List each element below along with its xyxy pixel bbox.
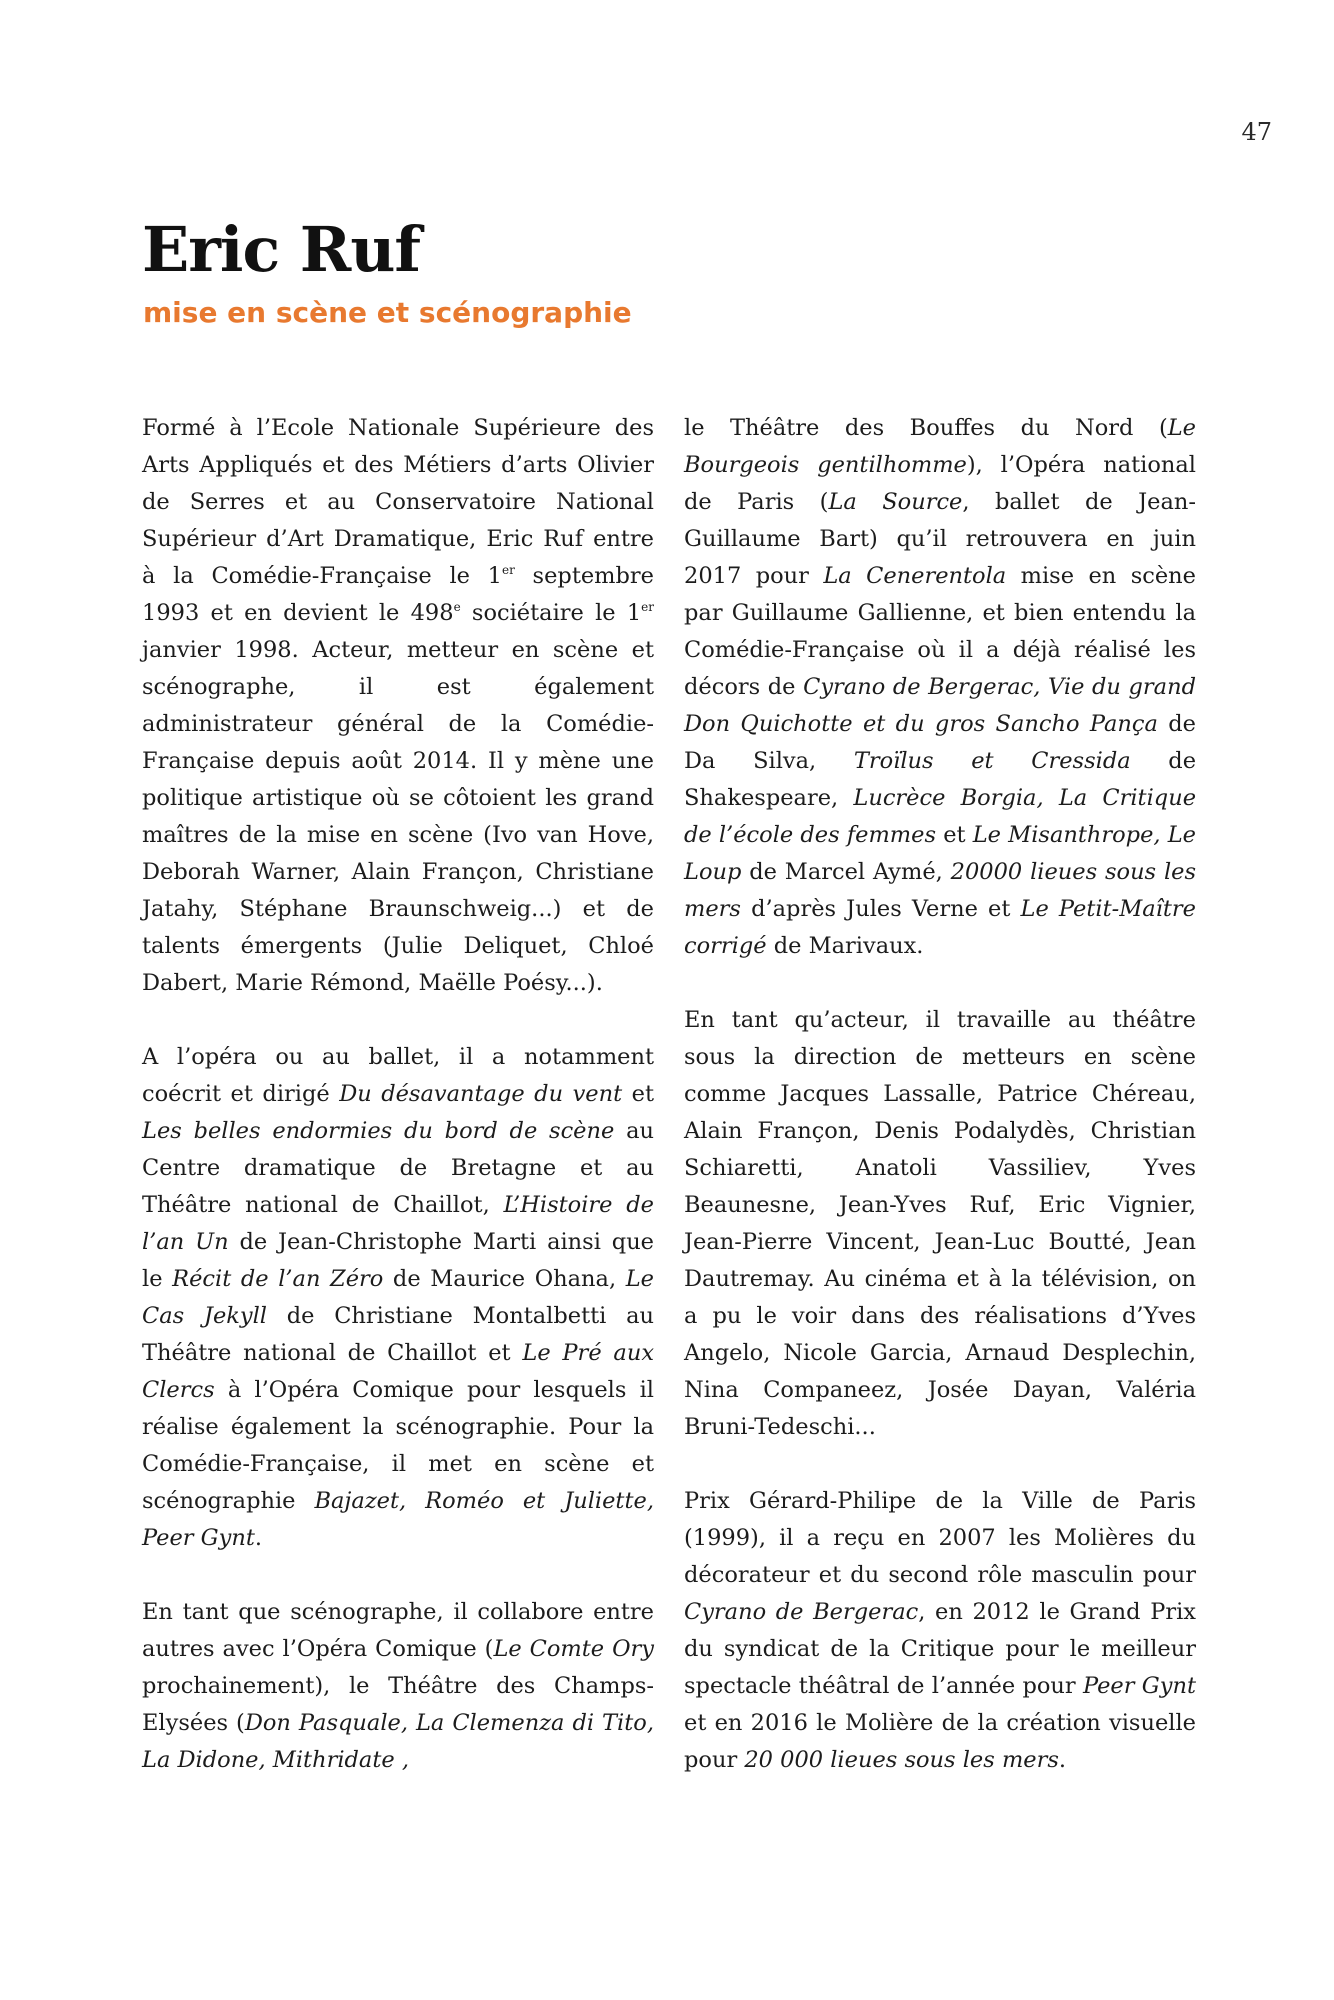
work-title: Le Bourgeois gentilhomme (684, 415, 1196, 478)
text-run: de Shakespeare, (684, 748, 1197, 811)
work-title: La Source (828, 489, 963, 515)
bio-paragraph-awards (684, 1483, 1196, 1779)
text-run: , ballet de Jean-Guillaume Bart) qu’il retrouvera en juin 2017 pour (684, 489, 1196, 589)
page-number: 47 (1241, 118, 1272, 146)
text-run: ), l’Opéra national de Paris ( (684, 452, 1196, 515)
work-title: Lucrèce Borgia, La Critique de l’école des femmes (684, 785, 1197, 848)
text-run: de Maurice Ohana, (383, 1266, 626, 1292)
text-run: et (936, 822, 973, 848)
work-title: Troïlus et Cressida (853, 748, 1131, 774)
text-run: le Théâtre des Bouffes du Nord ( (684, 415, 1168, 441)
work-title: Le Cas Jekyll (142, 1266, 654, 1329)
text-run: En tant qu’acteur, il travaille au théâtre sous la direction de metteurs en scène comme Jacques Lassalle, Patrice Chéreau, Alain Françon, Denis Podalydès, Christian Schiaretti, Anatoli Vassiliev, Yves Beaunesne, Jean-Yves Ruf, Eric Vignier, Jean-Pierre Vincent, Jean-Luc Boutté, Jean Dautremay. Au cinéma et à la télévision, on a pu le voir dans des réalisations d’Yves Angelo, Nicole Garcia, Arnaud Desplechin, Nina Companeez, Josée Dayan, Valéria Bruni-Tedeschi... (684, 1007, 1196, 1440)
bio-paragraph-acting (684, 1002, 1196, 1446)
text-run: et (622, 1081, 654, 1107)
ordinal-suffix: e (453, 600, 461, 614)
text-run: sociétaire le 1 (460, 600, 642, 626)
text-run: de Marcel Aymé, (741, 859, 951, 885)
text-run: . (1058, 1747, 1067, 1773)
work-title: Le Comte Ory (493, 1636, 654, 1662)
work-title: 20 000 lieues sous les mers (744, 1747, 1059, 1773)
work-title: Don Pasquale, La Clemenza di Tito, La Didone, Mithridate , (142, 1710, 654, 1773)
work-title: Le Petit-Maître corrigé (684, 896, 1196, 959)
text-run: Formé à l’Ecole Nationale Supérieure des Arts Appliqués et des Métiers d’arts Olivier de Serres et au Conservatoire National Supérieur d’Art Dramatique, Eric Ruf entre à la Comédie-Française le 1 (142, 415, 654, 589)
work-title: Cyrano de Bergerac, Vie du grand Don Quichotte et du gros Sancho Pança (684, 674, 1196, 737)
text-run: janvier 1998. Acteur, metteur en scène et scénographe, il est également administrateur général de la Comédie-Française depuis août 2014. Il y mène une politique artistique où se côtoient les grand maîtres de la mise en scène (Ivo van Hove, Deborah Warner, Alain Françon, Christiane Jatahy, Stéphane Braunschweig...) et de talents émergents (Julie Deliquet, Chloé Dabert, Marie Rémond, Maëlle Poésy...). (142, 637, 654, 996)
bio-paragraph-opera (142, 1039, 654, 1557)
work-title: La Cenerentola (823, 563, 1007, 589)
text-run: à l’Opéra Comique pour lesquels il réalise également la scénographie. Pour la Comédie-Française, il met en scène et scénographie (142, 1377, 654, 1514)
work-title: Peer Gynt (1082, 1673, 1196, 1699)
bio-paragraph-decors (684, 410, 1196, 965)
ordinal-suffix: er (641, 600, 654, 614)
text-run: au Centre dramatique de Bretagne et au Théâtre national de Chaillot, (142, 1118, 654, 1218)
right-column (684, 410, 1196, 1816)
text-run: En tant que scénographe, il collabore entre autres avec l’Opéra Comique ( (142, 1599, 654, 1662)
work-title: Les belles endormies du bord de scène (142, 1118, 615, 1144)
text-run: , en 2012 le Grand Prix du syndicat de la Critique pour le meilleur spectacle théâtral de l’année pour (684, 1599, 1196, 1699)
text-run: de Marivaux. (766, 933, 924, 959)
work-title: Bajazet, Roméo et Juliette, Peer Gynt (142, 1488, 654, 1551)
text-run: de Jean-Christophe Marti ainsi que le (142, 1229, 654, 1292)
ordinal-suffix: er (502, 563, 515, 577)
work-title: Le Misanthrope, Le Loup (684, 822, 1196, 885)
text-run: A l’opéra ou au ballet, il a notamment coécrit et dirigé (142, 1044, 654, 1107)
page-subtitle: mise en scène et scénographie (143, 296, 632, 329)
text-run: de Christiane Montalbetti au Théâtre national de Chaillot et (142, 1303, 654, 1366)
text-run: d’après Jules Verne et (740, 896, 1021, 922)
work-title: Du désavantage du vent (339, 1081, 623, 1107)
bio-paragraph-training (142, 410, 654, 1002)
text-run: septembre 1993 et en devient le 498 (142, 563, 654, 626)
work-title: L’Histoire de l’an Un (142, 1192, 654, 1255)
left-column (142, 410, 654, 1816)
text-run: de Da Silva, (684, 711, 1197, 774)
text-run: Prix Gérard-Philipe de la Ville de Paris (1999), il a reçu en 2007 les Molières du décorateur et du second rôle masculin pour (684, 1488, 1196, 1588)
text-run: et en 2016 le Molière de la création visuelle pour (684, 1710, 1196, 1773)
text-run: mise en scène par Guillaume Gallienne, et bien entendu la Comédie-Française où il a déjà réalisé les décors de (684, 563, 1196, 700)
text-run: . (254, 1525, 263, 1551)
work-title: Cyrano de Bergerac (684, 1599, 919, 1625)
text-run: prochainement), le Théâtre des Champs-Elysées ( (142, 1673, 654, 1736)
work-title: Récit de l’an Zéro (172, 1266, 384, 1292)
work-title: Le Pré aux Clercs (142, 1340, 655, 1403)
work-title: 20000 lieues sous les mers (684, 859, 1197, 922)
bio-paragraph-scenography (142, 1594, 654, 1779)
page-title: Eric Ruf (142, 213, 421, 286)
